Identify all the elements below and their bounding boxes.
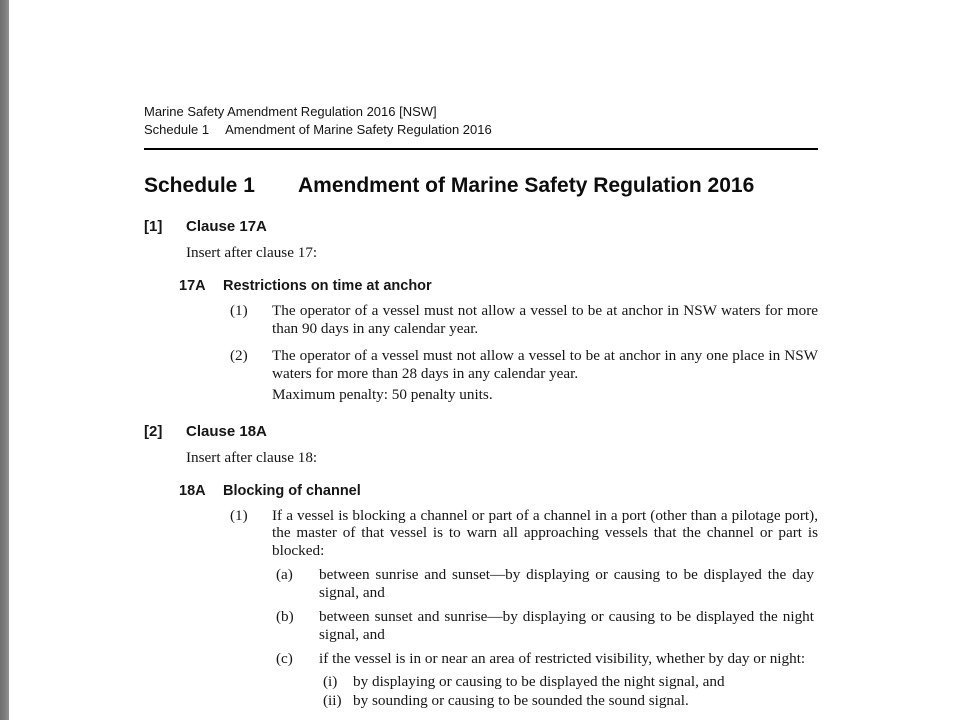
item-bracket-number: [1] [144, 218, 163, 235]
clause-title: Blocking of channel [223, 482, 361, 499]
subparagraph-marker: (i) [323, 672, 338, 690]
scan-edge-artifact [0, 0, 9, 720]
clause-heading [144, 277, 818, 295]
paragraph-text: between sunrise and sunset—by displaying or causing to be displayed the day signal, and [319, 566, 814, 601]
subclause-text: If a vessel is blocking a channel or part of a channel in a port (other than a pilotage port), the master of that vessel is to warn all approaching vessels that the channel or part is blocked: [272, 506, 818, 559]
paragraph-marker: (a) [276, 566, 293, 583]
item-title: Clause 17A [186, 218, 267, 235]
item-title: Clause 18A [186, 422, 267, 440]
running-header-schedule-label: Schedule 1 [144, 122, 210, 137]
clause-title: Restrictions on time at anchor [223, 278, 432, 294]
subclause-text: The operator of a vessel must not allow a vessel to be at anchor in NSW waters for more than 90 days in any calendar year. [272, 302, 818, 337]
item-heading [144, 423, 818, 441]
subclause [144, 302, 818, 337]
paragraph-c [144, 650, 818, 668]
subclause-marker: (1) [230, 302, 248, 319]
subclause-marker: (2) [230, 347, 248, 364]
amendment-item-2 [144, 423, 818, 710]
subparagraph-text: by sounding or causing to be sounded the sound signal. [353, 692, 689, 709]
page-content [144, 0, 818, 710]
schedule-number: Schedule 1 [144, 174, 255, 197]
paragraph-marker: (c) [276, 650, 293, 667]
page-title [144, 173, 818, 199]
running-header-schedule-title: Amendment of Marine Safety Regulation 2016 [225, 122, 492, 137]
subparagraph-marker: (ii) [323, 692, 342, 709]
clause-number: 17A [179, 278, 206, 294]
insert-instruction: Insert after clause 17: [186, 244, 318, 261]
insert-instruction: Insert after clause 18: [186, 448, 318, 466]
clause-number: 18A [179, 482, 206, 499]
paragraph-a [144, 566, 818, 601]
amendment-item-1 [144, 218, 818, 404]
subclause [144, 507, 818, 560]
item-heading [144, 218, 818, 236]
item-bracket-number: [2] [144, 422, 163, 440]
schedule-title: Amendment of Marine Safety Regulation 2016 [298, 174, 755, 197]
subclause-text: The operator of a vessel must not allow a vessel to be at anchor in any one place in NSW waters for more than 28 days in any calendar year. [272, 347, 818, 382]
paragraph-text: between sunset and sunrise—by displaying or causing to be displayed the night signal, and [319, 608, 814, 643]
subclause-marker: (1) [230, 506, 248, 524]
subparagraph-text: by displaying or causing to be displayed the night signal, and [353, 672, 725, 690]
subparagraph-i [144, 673, 818, 691]
subparagraph-ii [144, 692, 818, 710]
penalty-note: Maximum penalty: 50 penalty units. [272, 386, 493, 403]
paragraph-marker: (b) [276, 608, 294, 625]
subclause [144, 347, 818, 382]
running-header [144, 103, 818, 139]
clause-heading [144, 482, 818, 500]
running-header-line1: Marine Safety Amendment Regulation 2016 [NSW] [144, 104, 437, 119]
header-rule [144, 148, 818, 150]
paragraph-b [144, 608, 818, 643]
running-header-line2 [144, 121, 818, 139]
paragraph-text: if the vessel is in or near an area of restricted visibility, whether by day or night: [319, 650, 806, 667]
